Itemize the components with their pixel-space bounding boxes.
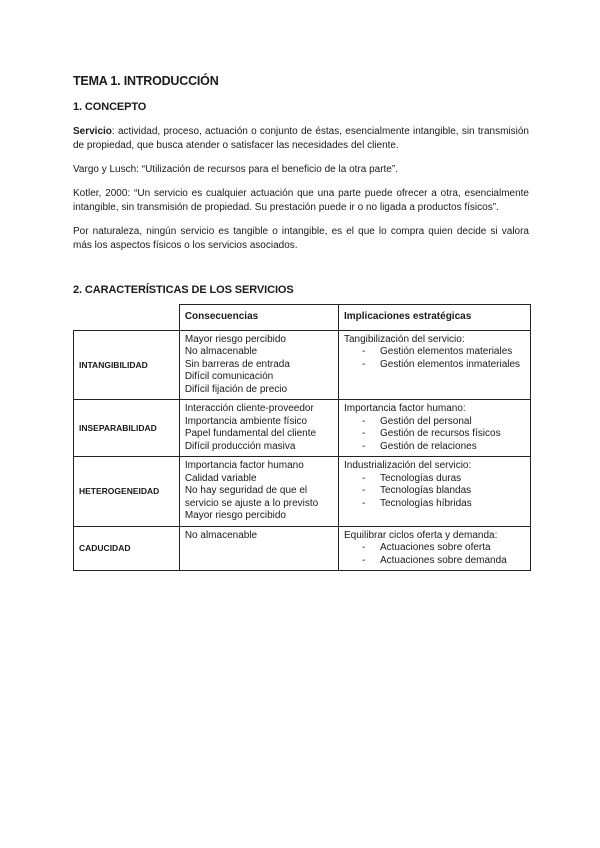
table-row [74,526,531,571]
section-1-heading: 1. CONCEPTO [73,101,147,113]
list-item: - Gestión elementos inmateriales [344,359,525,372]
list-item: Mayor riesgo percibido [184,333,286,345]
characteristics-table [73,304,531,571]
consecuencias-cell [179,457,338,527]
consecuencias-cell [179,526,338,571]
list-item: No hay seguridad de que el servicio se ajuste a lo previsto [184,485,319,509]
table-corner-cell [74,305,180,331]
row-header-inseparabilidad: INSEPARABILIDAD [74,400,180,457]
col-header-implicaciones: Implicaciones estratégicas [338,305,530,331]
list-item: - Gestión de recursos físicos [344,428,525,441]
implicacion-title: Importancia factor humano: [343,403,466,414]
implicaciones-list [344,346,525,371]
implicacion-title: Tangibilización del servicio: [343,333,465,345]
list-item: Difícil comunicación [184,371,274,382]
list-item: No almacenable [184,529,258,541]
row-header-caducidad: CADUCIDAD [74,526,180,571]
list-item: Importancia factor humano [184,460,304,471]
table-header-row [74,305,531,331]
vargo-lusch-quote: Vargo y Lusch: “Utilización de recursos para el beneficio de la otra parte”. [73,164,398,175]
table-row [74,457,531,527]
kotler-quote: Kotler, 2000: “Un servicio es cualquier actuación que una parte puede ofrecer a otra, esencialmente intangible, sin transmisión de propiedad. Su prestación puede ir o no ligada a productos físicos”. [73,188,529,213]
implicaciones-cell [338,457,530,527]
implicaciones-list [344,473,525,511]
row-header-heterogeneidad: HETEROGENEIDAD [74,457,180,527]
col-header-consecuencias: Consecuencias [179,305,338,331]
implicacion-title: Equilibrar ciclos oferta y demanda: [343,529,498,541]
row-header-intangibilidad: INTANGIBILIDAD [74,330,180,400]
list-item: - Gestión del personal [344,416,525,429]
implicaciones-cell [338,526,530,571]
list-item: No almacenable [184,346,258,357]
list-item: Difícil fijación de precio [184,383,288,395]
list-item: Calidad variable [184,472,257,484]
list-item: - Actuaciones sobre demanda [344,555,525,568]
list-item: - Tecnologías duras [344,473,525,486]
list-item: Importancia ambiente físico [184,415,308,427]
list-item: Difícil producción masiva [184,440,296,452]
list-item: - Actuaciones sobre oferta [344,542,525,555]
servicio-definition-text: : actividad, proceso, actuación o conjunto de éstas, esencialmente intangible, sin transmisión de propiedad, que busca atender o satisfacer las necesidades del cliente. [73,126,529,151]
naturaleza-paragraph: Por naturaleza, ningún servicio es tangible o intangible, es el que lo compra quien decide si valora más los aspectos físicos o los servicios asociados. [73,226,529,251]
list-item: - Tecnologías blandas [344,485,525,498]
list-item: - Gestión elementos materiales [344,346,525,359]
list-item: Sin barreras de entrada [184,358,290,370]
list-item: Mayor riesgo percibido [184,510,286,521]
list-item: Interacción cliente-proveedor [184,403,314,414]
implicaciones-list [344,542,525,567]
implicaciones-list [344,416,525,454]
table-row [74,330,531,400]
list-item: Papel fundamental del cliente [184,428,317,439]
implicaciones-cell [338,400,530,457]
document-page [73,74,529,571]
list-item: - Tecnologías híbridas [344,498,525,511]
consecuencias-cell [179,400,338,457]
implicaciones-cell [338,330,530,400]
list-item: - Gestión de relaciones [344,441,525,454]
document-title: TEMA 1. INTRODUCCIÓN [73,74,219,88]
consecuencias-cell [179,330,338,400]
table-row [74,400,531,457]
servicio-definition [73,125,529,153]
servicio-term: Servicio [73,126,112,137]
implicacion-title: Industrialización del servicio: [343,460,472,471]
section-2-heading: 2. CARACTERÍSTICAS DE LOS SERVICIOS [73,284,294,296]
